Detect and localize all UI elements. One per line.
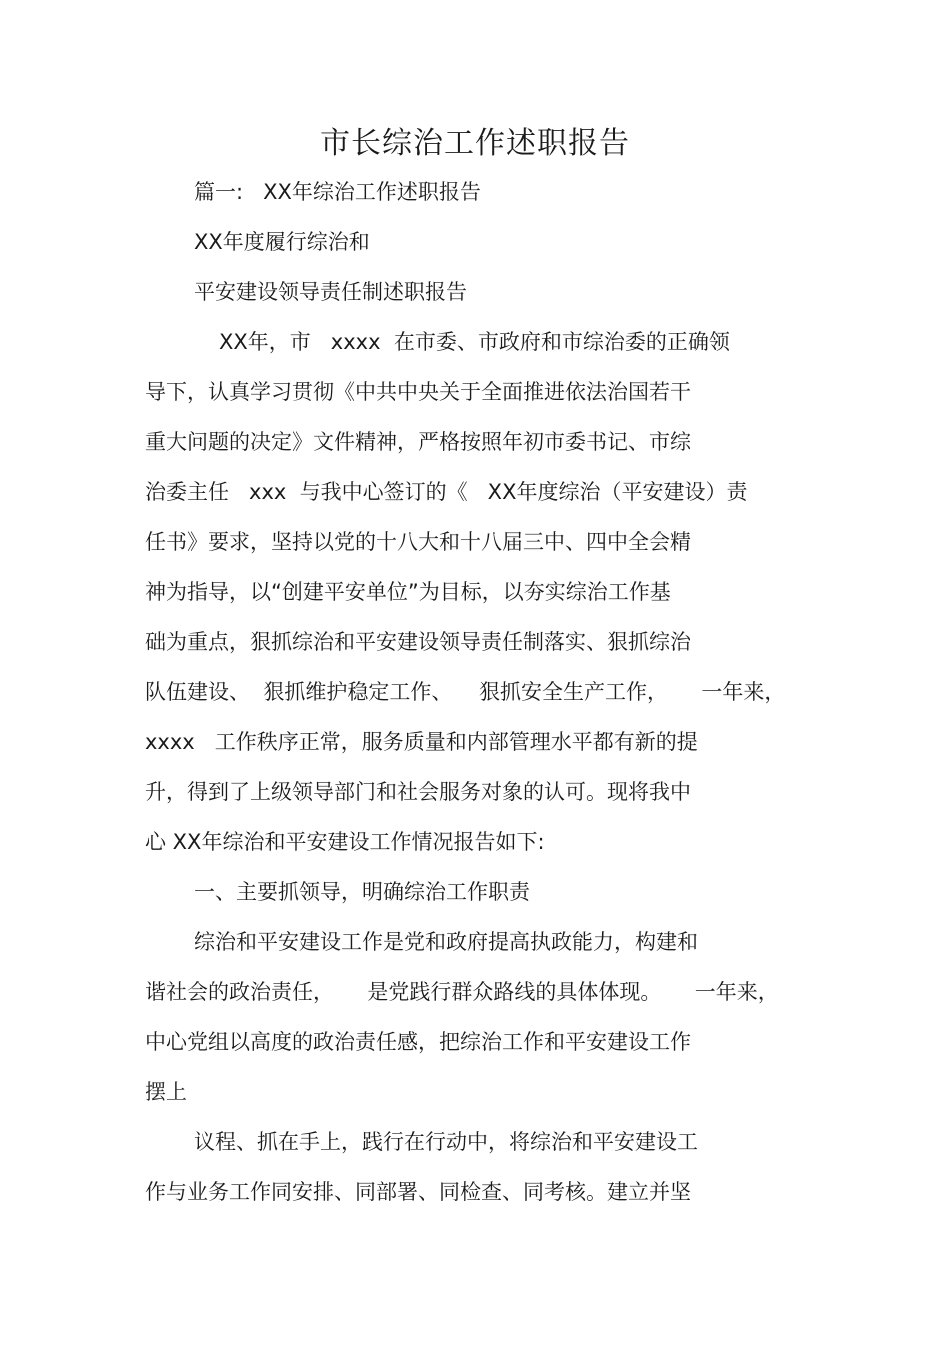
text-line: 础为重点，狠抓综治和平安建设领导责任制落实、狠抓综治	[145, 630, 691, 654]
text-line: 篇一: XX年综治工作述职报告	[194, 180, 481, 204]
text-line: 作与业务工作同安排、同部署、同检查、同考核。建立并坚	[145, 1180, 691, 1204]
text-line: 摆上	[145, 1080, 187, 1104]
text-line: 重大问题的决定》文件精神，严格按照年初市委书记、市综	[145, 430, 691, 454]
text-line: 升，得到了上级领导部门和社会服务对象的认可。现将我中	[145, 780, 691, 804]
text-line: XX年度履行综治和	[194, 230, 370, 254]
text-line: 神为指导，以“创建平安单位”为目标，以夯实综治工作基	[145, 580, 671, 604]
document-title: 市长综治工作述职报告	[320, 126, 630, 161]
text-line: 议程、抓在手上，践行在行动中，将综治和平安建设工	[194, 1130, 698, 1154]
text-line: 平安建设领导责任制述职报告	[194, 280, 467, 304]
section-heading: 一、主要抓领导，明确综治工作职责	[194, 880, 530, 904]
text-line: 治委主任 xxx 与我中心签订的《 XX年度综治（平安建设）责	[145, 480, 748, 504]
text-line: XX年，市 xxxx 在市委、市政府和市综治委的正确领	[219, 330, 730, 354]
text-line: 谐社会的政治责任， 是党践行群众路线的具体体现。 一年来，	[145, 980, 779, 1004]
text-line: xxxx 工作秩序正常，服务质量和内部管理水平都有新的提	[145, 730, 698, 754]
text-line: 中心党组以高度的政治责任感，把综治工作和平安建设工作	[145, 1030, 691, 1054]
text-line: 导下，认真学习贯彻《中共中央关于全面推进依法治国若干	[145, 380, 691, 404]
text-line: 心 XX年综治和平安建设工作情况报告如下:	[145, 830, 545, 854]
text-line: 任书》要求，坚持以党的十八大和十八届三中、四中全会精	[145, 530, 691, 554]
text-line: 队伍建设、 狠抓维护稳定工作、 狠抓安全生产工作， 一年来，	[145, 680, 786, 704]
text-line: 综治和平安建设工作是党和政府提高执政能力，构建和	[194, 930, 698, 954]
